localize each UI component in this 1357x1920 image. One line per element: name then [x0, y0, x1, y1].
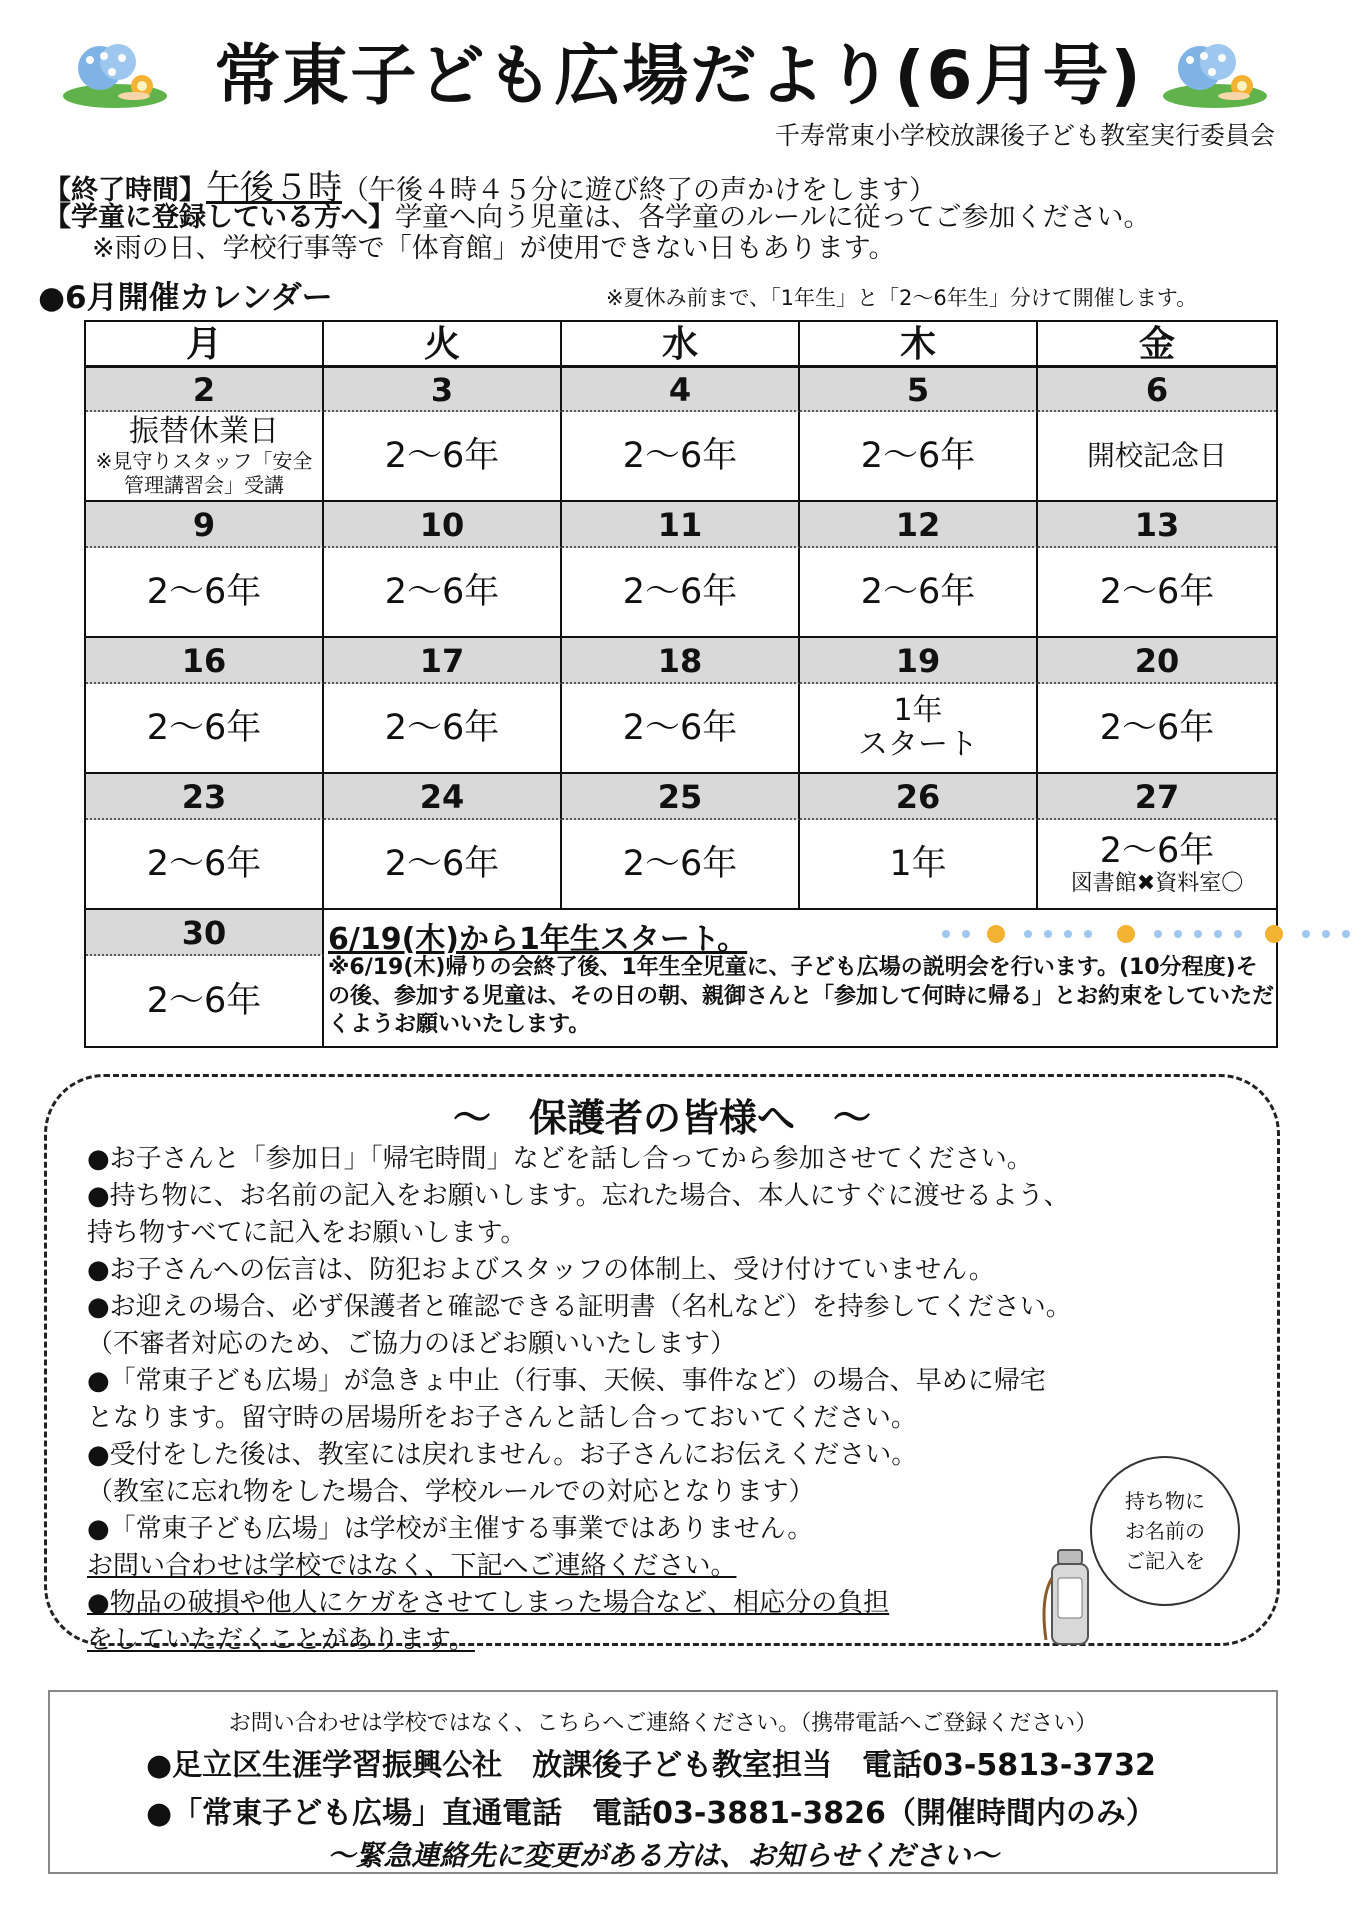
day-text: 2～6年: [1099, 707, 1215, 748]
day-cell: [86, 412, 324, 502]
organization-name: 千寿常東小学校放課後子ども教室実行委員会: [774, 121, 1275, 150]
bubble-line: 持ち物に: [1125, 1489, 1205, 1513]
day-text: 2～6年: [384, 843, 500, 884]
day-cell: [86, 956, 324, 1046]
day-text: 開校記念日: [1086, 438, 1227, 472]
list-item: ●お子さんと「参加日」「帰宅時間」などを話し合ってから参加させてください。: [87, 1144, 1033, 1174]
day-cell: [1038, 684, 1276, 774]
date-cell: 18: [562, 638, 800, 684]
list-item: 持ち物すべてに記入をお願いします。: [87, 1218, 527, 1248]
list-item: ●受付をした後は、教室には戻れません。お子さんにお伝えください。: [87, 1440, 918, 1470]
day-text: 2～6年: [1099, 830, 1215, 871]
list-item: ●物品の破損や他人にケガをさせてしまった場合など、相応分の負担: [87, 1588, 890, 1618]
guardians-title: ～ 保護者の皆様へ ～: [452, 1096, 871, 1140]
day-cell: [1038, 548, 1276, 638]
date-cell: 24: [324, 774, 562, 820]
date-cell: 26: [800, 774, 1038, 820]
date-cell: 3: [324, 368, 562, 412]
list-item: （不審者対応のため、ご協力のほどお願いいたします）: [87, 1329, 736, 1359]
day-cell: [800, 548, 1038, 638]
day-cell: [562, 412, 800, 502]
day-cell: [800, 412, 1038, 502]
bubble-line: ご記入を: [1125, 1549, 1205, 1573]
day-subtext: 図書館✖資料室〇: [1070, 870, 1244, 896]
weekday-header-mon: 月: [86, 322, 324, 368]
date-cell: 25: [562, 774, 800, 820]
day-text: 2～6年: [622, 843, 738, 884]
day-cell: [1038, 412, 1276, 502]
day-cell: [86, 820, 324, 910]
date-cell: 5: [800, 368, 1038, 412]
date-cell: 19: [800, 638, 1038, 684]
day-text: 2～6年: [384, 707, 500, 748]
day-cell: [86, 684, 324, 774]
day-text: 振替休業日: [129, 413, 279, 449]
gakudo-text: 学童へ向う児童は、各学童のルールに従ってご参加ください。: [395, 202, 1151, 233]
rain-note: ※雨の日、学校行事等で「体育館」が使用できない日もあります。: [92, 233, 896, 264]
day-cell: [86, 548, 324, 638]
list-item: （教室に忘れ物をした場合、学校ルールでの対応となります）: [87, 1477, 815, 1507]
day-text: 2～6年: [384, 435, 500, 476]
guardians-list: [87, 1141, 1197, 1659]
end-time-label: 【終了時間】: [44, 175, 206, 206]
day-text: 2～6年: [146, 571, 262, 612]
date-cell: 11: [562, 502, 800, 548]
list-item: ●お子さんへの伝言は、防犯およびスタッフの体制上、受け付けていません。: [87, 1255, 995, 1285]
weekday-header-thu: 木: [800, 322, 1038, 368]
notice-title: 6/19(木)から1年生スタート。: [328, 922, 748, 957]
day-text: 2～6年: [146, 843, 262, 884]
contact-line-direct: ●「常東子ども広場」直通電話 電話03-3881-3826（開催時間内のみ）: [146, 1796, 1156, 1831]
date-cell: 4: [562, 368, 800, 412]
gakudo-label: 【学童に登録している方へ】: [44, 202, 395, 233]
date-cell: 13: [1038, 502, 1276, 548]
contact-footer: ～緊急連絡先に変更がある方は、お知らせください～: [327, 1839, 999, 1872]
day-cell: [324, 820, 562, 910]
weekday-header-tue: 火: [324, 322, 562, 368]
contact-line-office: ●足立区生涯学習振興公社 放課後子ども教室担当 電話03-5813-3732: [146, 1748, 1156, 1783]
day-cell: [562, 820, 800, 910]
date-cell: 23: [86, 774, 324, 820]
day-cell: [800, 820, 1038, 910]
list-item: お問い合わせは学校ではなく、下記へご連絡ください。: [87, 1551, 737, 1581]
day-cell: [324, 684, 562, 774]
day-text: 2～6年: [1099, 571, 1215, 612]
calendar-note: ※夏休み前まで、「1年生」と「2～6年生」分けて開催します。: [606, 286, 1198, 310]
day-subtext: ※見守りスタッフ「安全管理講習会」受講: [95, 449, 313, 498]
day-cell: [562, 684, 800, 774]
calendar-heading: ●6月開催カレンダー: [38, 280, 333, 316]
newsletter-title: 常東子ども広場だより(6月号): [214, 37, 1143, 114]
day-cell: [1038, 820, 1276, 910]
day-text: 2～6年: [860, 571, 976, 612]
weekday-header-wed: 水: [562, 322, 800, 368]
day-text: 2～6年: [622, 571, 738, 612]
day-text: 2～6年: [860, 435, 976, 476]
list-item: ●持ち物に、お名前の記入をお願いします。忘れた場合、本人にすぐに渡せるよう、: [87, 1181, 1070, 1211]
contact-lead: お問い合わせは学校ではなく、こちらへご連絡ください。（携帯電話へご登録ください）: [228, 1711, 1098, 1736]
date-cell: 9: [86, 502, 324, 548]
list-item: ●お迎えの場合、必ず保護者と確認できる証明書（名札など）を持参してください。: [87, 1292, 1072, 1322]
speech-bubble: [1090, 1456, 1240, 1606]
contact-box: [48, 1690, 1278, 1874]
list-item: をしていただくことがあります。: [87, 1625, 475, 1655]
date-cell: 6: [1038, 368, 1276, 412]
day-text: 2～6年: [146, 707, 262, 748]
list-item: ●「常東子ども広場」が急きょ中止（行事、天候、事件など）の場合、早めに帰宅: [87, 1366, 1046, 1396]
list-item: となります。留守時の居場所をお子さんと話し合っておいてください。: [87, 1403, 917, 1433]
list-item: ●「常東子ども広場」は学校が主催する事業ではありません。: [87, 1514, 814, 1544]
date-cell: 16: [86, 638, 324, 684]
day-cell: [800, 684, 1038, 774]
first-grade-notice: [324, 912, 1276, 1046]
snail-dots-decoration: [936, 922, 1356, 946]
day-text: 1年: [889, 843, 947, 884]
date-cell: 20: [1038, 638, 1276, 684]
day-text: 2～6年: [622, 435, 738, 476]
day-cell: [324, 412, 562, 502]
day-text: 2～6年: [384, 571, 500, 612]
weekday-header-fri: 金: [1038, 322, 1276, 368]
date-cell: 12: [800, 502, 1038, 548]
day-cell: [324, 548, 562, 638]
date-cell: 17: [324, 638, 562, 684]
date-cell: 10: [324, 502, 562, 548]
day-text: 2～6年: [146, 980, 262, 1021]
june-calendar: [84, 320, 1278, 1048]
end-time-note: （午後４時４５分に遊び終了の声かけをします）: [342, 175, 936, 206]
day-text-line2: スタート: [858, 727, 978, 762]
day-text: 2～6年: [622, 707, 738, 748]
date-cell: 2: [86, 368, 324, 412]
notice-body: ※6/19(木)帰りの会終了後、1年生全児童に、子ども広場の説明会を行います。(10分程度)その後、参加する児童は、その日の朝、親御さんと「参加して何時に帰る」とお約束をしていただくようお願いいたします。: [328, 955, 1275, 1038]
bubble-line: お名前の: [1125, 1519, 1205, 1543]
date-cell: 27: [1038, 774, 1276, 820]
end-time-value: 午後５時: [206, 168, 342, 208]
day-cell: [562, 548, 800, 638]
date-cell: 30: [86, 910, 324, 956]
day-text: 1年: [893, 692, 943, 728]
water-bottle-illustration: [1040, 1548, 1100, 1648]
